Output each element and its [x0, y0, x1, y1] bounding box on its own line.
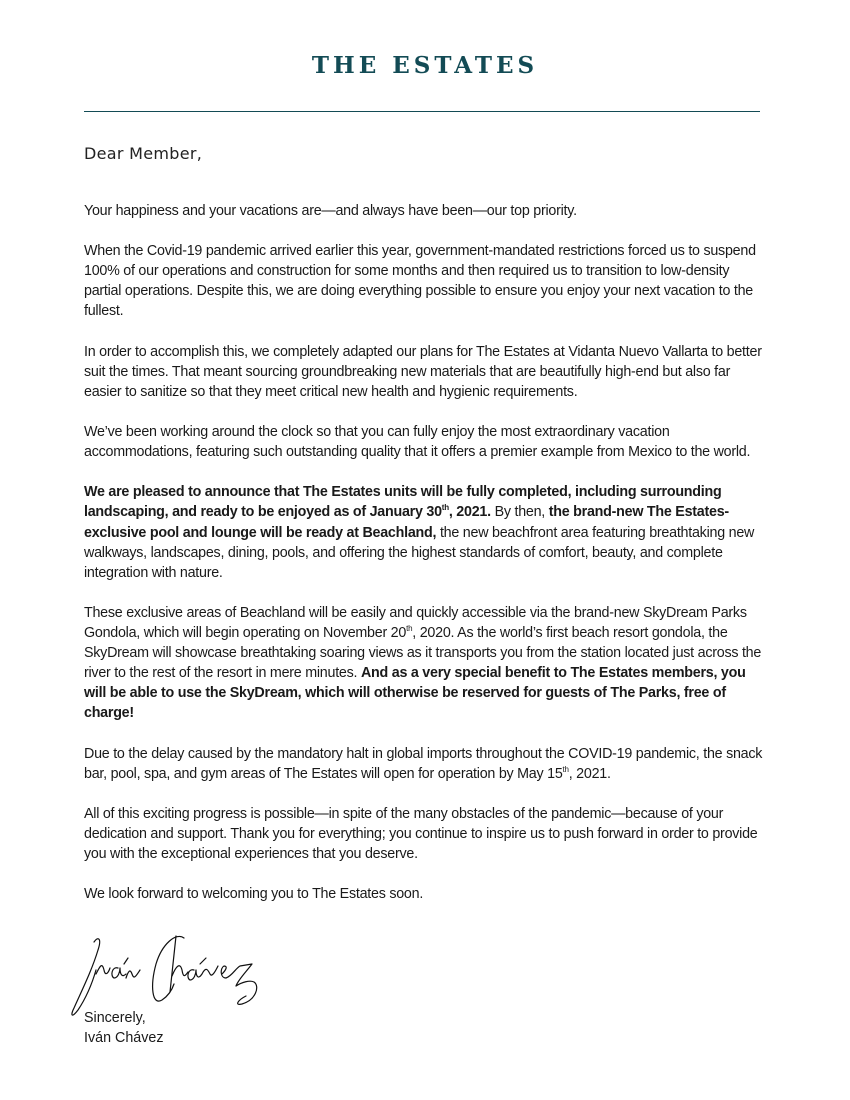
pool-lounge-bold: the brand-new The Estates-exclusive pool and lounge will be ready at Beachland,	[84, 504, 729, 541]
skydream-benefit-bold: And as a very special benefit to The Estates members, you will be able to use the SkyDream, which will otherwise be reserved for guests of The Parks, free of charge!	[84, 665, 746, 722]
paragraph-4: We’ve been working around the clock so that you can fully enjoy the most extraordinary vacation accommodations, featuring such outstanding quality that it offers a premier example from Mexico to the world.	[84, 424, 751, 461]
announcement-date-end: , 2021.	[448, 504, 491, 521]
closing-line: Sincerely,	[84, 1010, 146, 1026]
paragraph-7-text-end: , 2021.	[568, 765, 611, 782]
paragraph-6	[84, 603, 770, 724]
paragraph-8: All of this exciting progress is possible—in spite of the many obstacles of the pandemic—because of your dedication and support. Thank you for everything; you continue to inspire us to push forward in order to provide you with the exceptional experiences that you deserve.	[84, 805, 758, 862]
paragraph-7-text: Due to the delay caused by the mandatory halt in global imports throughout the COVID-19 pandemic, the snack bar, pool, spa, and gym areas of The Estates will open for operation by May 15	[84, 745, 763, 782]
signature-image	[66, 930, 276, 1020]
paragraph-6-text: These exclusive areas of Beachland will be easily and quickly accessible via the brand-new SkyDream Parks Gondola, which will begin operating on November 20	[84, 604, 747, 641]
letter-body	[84, 201, 770, 924]
paragraph-6-text-mid: , 2020. As the world’s first beach resort gondola, the SkyDream will showcase breathtaking soaring views as it transports you from the station located just across the river to the rest of the resort in mere minutes.	[84, 624, 762, 682]
ordinal-suffix: th	[562, 764, 569, 774]
paragraph-9: We look forward to welcoming you to The Estates soon.	[84, 886, 424, 903]
paragraph-1: Your happiness and your vacations are—and always have been—our top priority.	[84, 203, 577, 219]
paragraph-7	[84, 744, 770, 784]
announcement-bold: We are pleased to announce that The Estates units will be fully completed, including surrounding landscaping, and ready to be enjoyed as of January 30	[84, 484, 722, 521]
brand-logo-text: THE ESTATES	[311, 52, 539, 79]
closing-block	[84, 1008, 163, 1048]
signer-name: Iván Chávez	[84, 1030, 164, 1046]
ordinal-suffix: th	[406, 624, 413, 634]
salutation: Dear Member,	[84, 144, 203, 163]
paragraph-3: In order to accomplish this, we completely adapted our plans for The Estates at Vidanta Nuevo Vallarta to better suit the times. That meant sourcing groundbreaking new materials that are beautifully high-end but also far easier to sanitize so that they meet critical new health and hygienic requirements.	[84, 343, 762, 400]
ordinal-suffix: th	[441, 503, 449, 513]
paragraph-5-text: By then,	[490, 504, 549, 521]
header-divider	[84, 111, 760, 112]
paragraph-5-text-end: the new beachfront area featuring breathtaking new walkways, landscapes, dining, pools, and offering the highest standards of comfort, beauty, and complete integration with nature.	[84, 524, 755, 581]
paragraph-2: When the Covid-19 pandemic arrived earlier this year, government-mandated restrictions forced us to suspend 100% of our operations and construction for some months and then required us to transition to low-density partial operations. Despite this, we are doing everything possible to ensure you enjoy your next vacation to the fullest.	[84, 243, 756, 320]
paragraph-5	[84, 482, 770, 582]
